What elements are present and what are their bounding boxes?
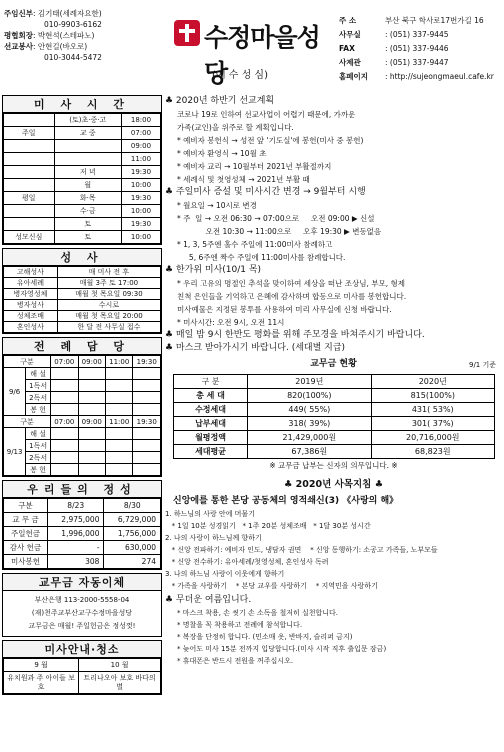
finance-cell: 815(100%) <box>371 389 494 403</box>
table-row <box>4 428 161 440</box>
offering-cell: - <box>47 541 104 555</box>
duty-head: 구분 <box>4 416 51 428</box>
table-row <box>174 375 495 389</box>
staff-line-4: 선교봉사: 안현길(바오로) <box>4 42 88 51</box>
mass-time-cell <box>54 153 121 166</box>
duty-cell: 1독서 <box>26 440 51 452</box>
table-row <box>4 464 161 476</box>
list-item: 친척 은인들을 기억하고 은혜에 감사하며 합동으로 미사를 봉헌합니다. <box>177 292 407 301</box>
contact-address: 주 소 부산 북구 학사로17번가길 16 <box>339 16 484 25</box>
summer-rules-title: ♣ 무더운 여름입니다. <box>165 595 252 605</box>
list-item: * 월요일 → 10시로 변경 <box>177 201 257 210</box>
duty-cell: 해 설 <box>26 428 51 440</box>
duty-date: 9/6 <box>4 368 26 416</box>
offering-cell: 감사 헌금 <box>4 541 48 555</box>
staff-line-1: 주임신부: 김기태(세례자요한) <box>4 9 102 18</box>
staff-info <box>4 8 174 63</box>
list-item: 오전 10:30 → 11:00으로 오후 19:30 ▶ 변동없음 <box>177 227 382 236</box>
auto-transfer-account: 부산은행 113-2000-5558-04 <box>34 596 130 604</box>
sacrament-cell: 매월 3주 토 17:00 <box>57 278 160 289</box>
offering-cell: 630,000 <box>104 541 161 555</box>
list-item: 1. 하느님의 사랑 안에 머물기 <box>165 510 255 518</box>
table-row <box>4 218 161 231</box>
list-item: 2. 나의 사랑이 하느님께 향하기 <box>165 534 262 542</box>
list-item: * 예비자 봉헌식 → 성전 앞 '기도실'에 봉헌(미사 중 봉헌) <box>177 136 364 145</box>
table-row <box>174 389 495 403</box>
mission-plan-list <box>165 108 502 186</box>
offering-cell: 미사봉헌 <box>4 555 48 569</box>
mass-time-cell <box>4 179 55 192</box>
mass-guide-box <box>2 640 162 695</box>
offering-cell: 1,756,000 <box>104 527 161 541</box>
mass-time-cell: 19:30 <box>121 218 160 231</box>
duty-cell <box>51 428 78 440</box>
mass-time-cell <box>4 140 55 153</box>
table-row <box>4 166 161 179</box>
duty-cell <box>51 440 78 452</box>
offering-table <box>3 498 161 569</box>
contact-info <box>339 14 504 84</box>
duty-cell <box>133 404 161 416</box>
staff-line-5: 010-3044-5472 <box>44 53 102 62</box>
duty-cell <box>51 452 78 464</box>
auto-transfer-info <box>3 591 161 636</box>
duty-cell: 1독서 <box>26 380 51 392</box>
finance-cell: 68,823원 <box>371 445 494 459</box>
finance-head: 2020년 <box>371 375 494 389</box>
finance-cell: 318( 39%) <box>248 417 371 431</box>
table-row <box>4 127 161 140</box>
contact-rectory: 사제관 : (051) 337-9447 <box>339 58 449 67</box>
auto-transfer-title: 교무금 자동이체 <box>3 574 161 591</box>
duty-cell: 봉 헌 <box>26 404 51 416</box>
duty-head: 09:00 <box>78 416 105 428</box>
mass-time-cell <box>54 140 121 153</box>
auto-transfer-holder: (재)천주교부산교구수정마을성당 <box>31 609 133 617</box>
table-row <box>4 416 161 428</box>
list-item: * 주 일 → 오전 06:30 → 07:00으로 오전 09:00 ▶ 신설 <box>177 214 375 223</box>
peace-prayer-notice: ♣ 매일 밤 9시 한반도 평화를 위해 주모경을 바쳐주시기 바랍니다. <box>165 330 425 340</box>
duty-cell <box>106 368 133 380</box>
auto-transfer-box <box>2 573 162 637</box>
sacrament-cell: 매월 첫 목요일 20:00 <box>57 311 160 322</box>
table-row <box>4 322 161 333</box>
church-name: 수정마을성당 <box>204 23 320 88</box>
mass-time-cell <box>4 205 55 218</box>
table-row <box>4 114 161 127</box>
list-item: * 세례식 및 첫영성체 → 2021년 부활 때 <box>177 175 310 184</box>
list-item: * 1, 3, 5주엔 홀수 주일에 11:00미사 참례하고 <box>177 240 333 249</box>
finance-title: 교무금 현황 <box>310 359 357 369</box>
mass-time-cell: 화·목 <box>54 192 121 205</box>
mass-time-cell: 성모신심 <box>4 231 55 244</box>
mass-change-title: ♣ 주일미사 증설 및 미사시간 변경 → 9월부터 시행 <box>165 187 366 197</box>
mass-time-cell: 19:30 <box>121 166 160 179</box>
duty-cell <box>78 440 105 452</box>
summer-rules-list <box>165 607 502 667</box>
list-item: 5, 6주엔 짝수 주일에 11:00미사를 참례합니다. <box>177 253 346 262</box>
offering-head: 8/23 <box>47 499 104 513</box>
table-row <box>4 205 161 218</box>
duty-cell <box>78 452 105 464</box>
duty-head: 19:30 <box>133 356 161 368</box>
sacrament-cell: 병자성사 <box>4 300 58 311</box>
sacrament-cell: 유아세례 <box>4 278 58 289</box>
duty-cell <box>133 428 161 440</box>
table-row <box>4 672 161 694</box>
mass-change-list <box>165 199 502 264</box>
mass-guide-head: 10 월 <box>79 659 161 672</box>
duty-cell <box>51 392 78 404</box>
table-row <box>4 289 161 300</box>
list-item: * 신앙 전수하기: 유아세례/첫영성체, 혼인성사 독려 <box>165 558 329 566</box>
list-item: * 예비자 환영식 → 10월 초 <box>177 149 267 158</box>
list-item: * 복장을 단정히 합니다. (민소매 옷, 반바지, 슬리퍼 금지) <box>177 633 353 641</box>
duty-cell <box>133 368 161 380</box>
mass-guide-cell: 트리나오아 보호 바다의 별 <box>79 672 161 694</box>
finance-cell: 월평정액 <box>174 431 248 445</box>
offering-cell: 1,996,000 <box>47 527 104 541</box>
mass-time-cell: 수·금 <box>54 205 121 218</box>
table-row <box>174 403 495 417</box>
sacrament-cell: 병자영성체 <box>4 289 58 300</box>
duty-cell <box>106 380 133 392</box>
table-row <box>4 153 161 166</box>
table-row <box>174 445 495 459</box>
finance-cell: 수정세대 <box>174 403 248 417</box>
sacrament-cell: 성체조배 <box>4 311 58 322</box>
contact-office: 사무실 : (051) 337-9445 <box>339 30 449 39</box>
finance-cell: 820(100%) <box>248 389 371 403</box>
mass-time-cell: 토 <box>54 231 121 244</box>
staff-line-3: 평협회장: 박현석(스테파노) <box>4 31 95 40</box>
offering-cell: 274 <box>104 555 161 569</box>
list-item: * 명찰을 꼭 착용하고 전례에 참석합니다. <box>177 621 303 629</box>
duty-cell <box>78 428 105 440</box>
duty-date: 9/13 <box>4 428 26 476</box>
list-item: * 미사시간: 오전 9시, 오전 11시 <box>177 318 285 327</box>
contact-fax: FAX : (051) 337-9446 <box>339 44 449 53</box>
finance-cell: 납부세대 <box>174 417 248 431</box>
duty-cell <box>51 380 78 392</box>
duty-head: 19:30 <box>133 416 161 428</box>
list-item: * 우리 고유의 명절인 추석을 맞이하여 세상을 떠난 조상님, 부모, 형제 <box>177 279 405 288</box>
finance-date: 9/1 기준 <box>468 361 496 369</box>
duty-cell <box>51 464 78 476</box>
mass-time-cell: 평일 <box>4 192 55 205</box>
table-row <box>4 311 161 322</box>
sacraments-table <box>3 266 161 333</box>
staff-line-2: 010-9903-6162 <box>44 20 102 29</box>
offering-cell: 2,975,000 <box>47 513 104 527</box>
mission-plan-title: ♣ 2020년 하반기 선교계획 <box>165 96 275 106</box>
duty-cell <box>133 380 161 392</box>
table-row <box>174 431 495 445</box>
guide-list <box>165 508 502 592</box>
sacraments-box <box>2 248 162 334</box>
sacrament-cell: 혼인성사 <box>4 322 58 333</box>
list-item: * 1일 10분 성경읽기 * 1주 20분 성체조배 * 1달 30분 성시간 <box>165 522 371 530</box>
list-item: 가족(교인)을 위주로 할 계획입니다. <box>177 123 294 132</box>
duty-cell <box>133 440 161 452</box>
finance-cell: 총 세 대 <box>174 389 248 403</box>
duty-cell <box>133 452 161 464</box>
mass-guide-table <box>3 658 161 694</box>
duty-cell <box>106 404 133 416</box>
finance-head: 2019년 <box>248 375 371 389</box>
guide-subtitle: 신앙에를 통한 본당 공동체의 영적쇄신(3) 《사랑의 해》 <box>173 496 399 506</box>
finance-cell: 21,429,000원 <box>248 431 371 445</box>
list-item: 3. 나의 하느님 사랑이 이웃에게 향하기 <box>165 570 285 578</box>
chuseok-mass-list <box>165 277 502 329</box>
offering-cell: 308 <box>47 555 104 569</box>
sacrament-cell: 수시로 <box>57 300 160 311</box>
table-row <box>4 541 161 555</box>
bulletin-page <box>2 2 502 750</box>
offering-head: 8/30 <box>104 499 161 513</box>
mass-time-cell: 월 <box>54 179 121 192</box>
finance-cell: 431( 53%) <box>371 403 494 417</box>
table-row <box>4 300 161 311</box>
offering-cell: 6,729,000 <box>104 513 161 527</box>
mass-time-cell: 토 <box>54 218 121 231</box>
mass-time-cell <box>4 153 55 166</box>
mass-time-cell: 10:00 <box>121 179 160 192</box>
list-item: * 예비자 교리 → 10월부터 2021년 부활절까지 <box>177 162 332 171</box>
guide-title: ♣ 2020년 사목지침 ♣ <box>283 479 384 490</box>
mass-times-box <box>2 95 162 245</box>
duty-cell <box>133 464 161 476</box>
church-logo-icon <box>174 20 200 46</box>
left-column <box>2 95 162 698</box>
table-row <box>4 356 161 368</box>
sacrament-cell: 매 미사 전 후 <box>57 267 160 278</box>
table-row <box>174 417 495 431</box>
duty-cell <box>78 368 105 380</box>
offering-head: 구분 <box>4 499 48 513</box>
mass-times-title: 미 사 시 간 <box>3 96 161 113</box>
table-row <box>4 392 161 404</box>
duty-head: 07:00 <box>51 416 78 428</box>
finance-cell: 67,386원 <box>248 445 371 459</box>
contact-homepage[interactable]: 홈페이지 : http://sujeongmaeul.cafe.kr <box>339 72 494 81</box>
table-row <box>4 380 161 392</box>
mass-time-cell: 10:00 <box>121 205 160 218</box>
table-row <box>4 368 161 380</box>
duty-cell: 2독서 <box>26 392 51 404</box>
list-item: * 신앙 전파하기: 예비자 인도, 냉담자 권면 * 신앙 동행하기: 소공고 가족들, 노부모들 <box>165 546 438 554</box>
mass-time-cell: 19:30 <box>121 192 160 205</box>
mass-time-cell: 10:00 <box>121 231 160 244</box>
mass-guide-cell: 유치원과 주 아이들 보호 <box>4 672 79 694</box>
table-row <box>4 452 161 464</box>
list-item: * 가족을 사랑하기 * 본당 교우를 사랑하기 * 지역민을 사랑하기 <box>165 582 378 590</box>
table-row <box>4 513 161 527</box>
mass-time-cell: 저 녁 <box>54 166 121 179</box>
mass-guide-title: 미사안내·청소 <box>3 641 161 658</box>
duty-cell <box>78 404 105 416</box>
right-column <box>165 95 502 667</box>
table-row <box>4 179 161 192</box>
list-item: 미사예물은 지정된 봉투를 사용하여 미리 사무실에 신청 바랍니다. <box>177 305 392 314</box>
mask-notice: ♣ 마스크 받아가시기 바랍니다. (세대별 지급) <box>165 343 346 353</box>
duty-cell: 해 설 <box>26 368 51 380</box>
finance-table <box>173 374 495 459</box>
mass-times-table <box>3 113 161 244</box>
duty-cell <box>106 428 133 440</box>
duty-head: 구분 <box>4 356 51 368</box>
duty-head: 09:00 <box>78 356 105 368</box>
header <box>2 2 502 94</box>
offering-title: 우리들의 정성 <box>3 481 161 498</box>
mass-time-cell: 18:00 <box>121 114 160 127</box>
duty-cell <box>78 380 105 392</box>
table-row <box>4 278 161 289</box>
table-row <box>4 440 161 452</box>
mass-time-cell: 11:00 <box>121 153 160 166</box>
mass-time-cell: 07:00 <box>121 127 160 140</box>
duty-title: 전 례 담 당 <box>3 338 161 355</box>
sacrament-cell: 한 달 전 사무실 접수 <box>57 322 160 333</box>
table-row <box>4 527 161 541</box>
finance-cell: 세대평균 <box>174 445 248 459</box>
table-row <box>4 659 161 672</box>
duty-head: 07:00 <box>51 356 78 368</box>
table-row <box>4 140 161 153</box>
duty-cell <box>51 404 78 416</box>
list-item: * 휴대폰은 반드시 전원을 꺼주십시오. <box>177 657 294 665</box>
finance-cell: 449( 55%) <box>248 403 371 417</box>
duty-cell <box>78 464 105 476</box>
table-row <box>4 192 161 205</box>
duty-cell <box>106 464 133 476</box>
table-row <box>4 267 161 278</box>
duty-head: 11:00 <box>106 416 133 428</box>
finance-cell: 301( 37%) <box>371 417 494 431</box>
offering-cell: 주일헌금 <box>4 527 48 541</box>
duty-cell <box>51 368 78 380</box>
duty-head: 11:00 <box>106 356 133 368</box>
sacrament-cell: 고해성사 <box>4 267 58 278</box>
duty-cell: 2독서 <box>26 452 51 464</box>
auto-transfer-slogan: 교무금은 매월! 주일헌금은 정성껏! <box>28 622 136 630</box>
duty-cell <box>133 392 161 404</box>
duty-cell <box>106 452 133 464</box>
duty-cell: 봉 헌 <box>26 464 51 476</box>
duty-cell <box>106 392 133 404</box>
duty-cell <box>106 440 133 452</box>
mass-guide-head: 9 월 <box>4 659 79 672</box>
offering-cell: 교 무 금 <box>4 513 48 527</box>
mass-time-cell <box>4 166 55 179</box>
table-row <box>4 555 161 569</box>
mass-time-cell: 09:00 <box>121 140 160 153</box>
duty-cell <box>78 392 105 404</box>
mass-time-cell: (토)초·중·고 <box>54 114 121 127</box>
list-item: * 마스크 착용, 손 씻기 손 소독을 철저히 실천합니다. <box>177 609 338 617</box>
mass-time-cell: 교 중 <box>54 127 121 140</box>
table-row <box>4 404 161 416</box>
sacrament-cell: 매월 첫 목요일 09:30 <box>57 289 160 300</box>
chuseok-mass-title: ♣ 한가위 미사(10/1 목) <box>165 265 262 275</box>
table-row <box>4 231 161 244</box>
list-item: 코로나 19로 인하여 선교사업이 어렵기 때문에, 가까운 <box>177 110 356 119</box>
list-item: * 늦어도 미사 15분 전까지 입당합니다.(미사 시작 직후 출입문 잠금) <box>177 645 387 653</box>
finance-header <box>165 358 502 374</box>
sacraments-title: 성 사 <box>3 249 161 266</box>
church-motto: (예 수 성 심) <box>212 70 268 81</box>
finance-head: 구 분 <box>174 375 248 389</box>
duty-table <box>3 355 161 476</box>
finance-note: ※ 교무금 납부는 신자의 의무입니다. ※ <box>269 461 398 470</box>
table-row <box>4 499 161 513</box>
duty-box <box>2 337 162 477</box>
finance-cell: 20,716,000원 <box>371 431 494 445</box>
mass-time-cell: 주일 <box>4 127 55 140</box>
offering-box <box>2 480 162 570</box>
mass-time-cell <box>4 218 55 231</box>
mass-time-cell <box>4 114 55 127</box>
